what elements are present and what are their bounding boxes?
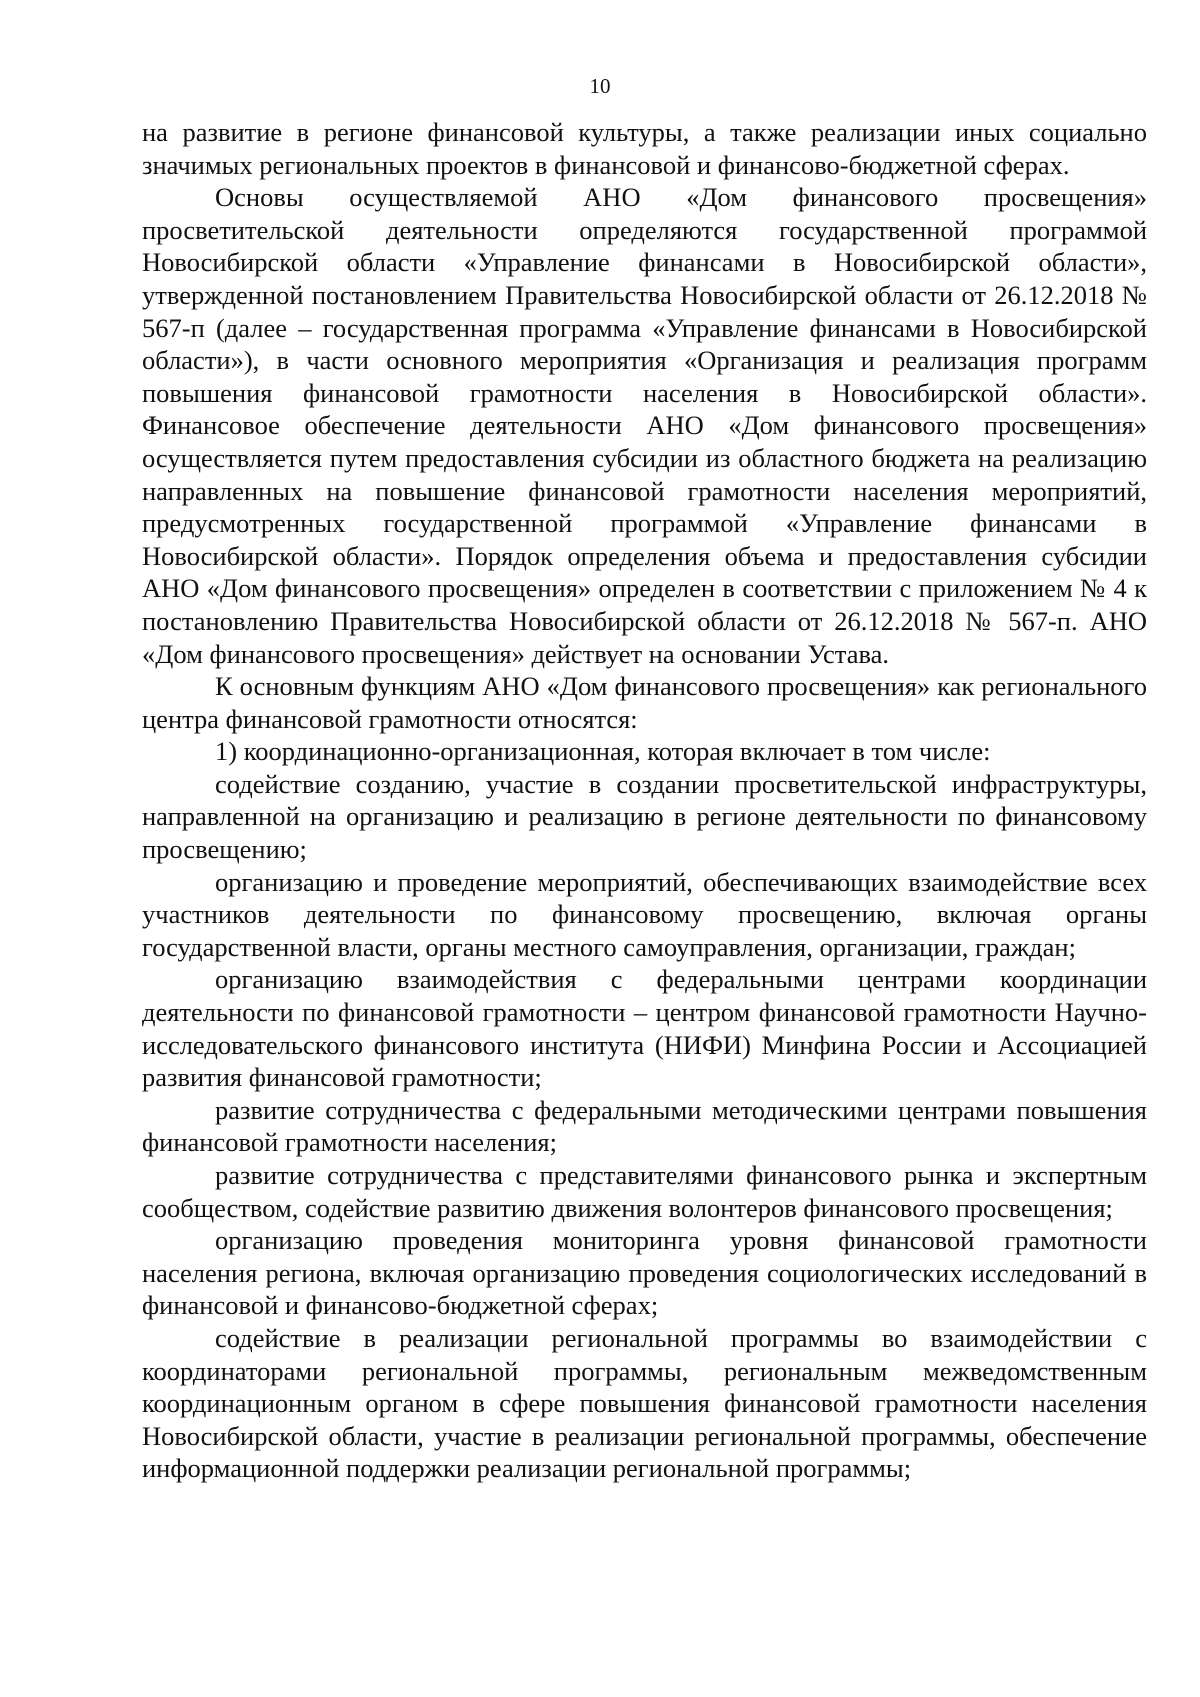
- list-item: развитие сотрудничества с федеральными методическими центрами повышения финансовой грамотности населения;: [142, 1094, 1147, 1158]
- list-item: организацию и проведение мероприятий, обеспечивающих взаимодействие всех участников деятельности по финансовому просвещению, включая органы государственной власти, органы местного самоуправления, организации, граждан;: [142, 866, 1147, 962]
- list-item: развитие сотрудничества с представителями финансового рынка и экспертным сообществом, содействие развитию движения волонтеров финансового просвещения;: [142, 1160, 1147, 1223]
- paragraph: Основы осуществляемой АНО «Дом финансового просвещения» просветительской деятельности определяются государственной программой Новосибирской области «Управление финансами в Новосибирской области», утвержденной постановлением Правительства Новосибирской области от 26.12.2018 № 567-п (далее – государственная программа «Управление финансами в Новосибирской области»), в части основного мероприятия «Организация и реализация программ повышения финансовой грамотности населения в Новосибирской области». Финансовое обеспечение деятельности АНО «Дом финансового просвещения» осуществляется путем предоставления субсидии из областного бюджета на реализацию направленных на повышение финансовой грамотности населения мероприятий, предусмотренных государственной программой «Управление финансами в Новосибирской области». Порядок определения объема и предоставления субсидии АНО «Дом финансового просвещения» определен в соответствии с приложением № 4 к постановлению Правительства Новосибирской области от 26.12.2018 № 567-п. АНО «Дом финансового просвещения» действует на основании Устава.: [142, 182, 1147, 669]
- list-item: содействие созданию, участие в создании просветительской инфраструктуры, направленной на организацию и реализацию в регионе деятельности по финансовому просвещению;: [142, 768, 1147, 865]
- list-item-heading: 1) координационно-организационная, которая включает в том числе:: [215, 736, 991, 767]
- paragraph: К основным функциям АНО «Дом финансового просвещения» как регионального центра финансовой грамотности относятся:: [142, 671, 1147, 734]
- page-number: 10: [589, 74, 611, 98]
- list-item: организацию проведения мониторинга уровня финансовой грамотности населения региона, включая организацию проведения социологических исследований в финансовой и финансово-бюджетной сферах;: [142, 1225, 1147, 1321]
- list-item: организацию взаимодействия с федеральными центрами координации деятельности по финансовой грамотности – центром финансовой грамотности Научно-исследовательского финансового института (НИФИ) Минфина России и Ассоциацией развития финансовой грамотности;: [142, 964, 1147, 1093]
- document-body: [142, 116, 1147, 1485]
- paragraph: на развитие в регионе финансовой культуры, а также реализации иных социально значимых региональных проектов в финансовой и финансово-бюджетной сферах.: [142, 117, 1147, 180]
- list-item: содействие в реализации региональной программы во взаимодействии с координаторами региональной программы, региональным межведомственным координационным органом в сфере повышения финансовой грамотности населения Новосибирской области, участие в реализации региональной программы, обеспечение информационной поддержки реализации региональной программы;: [142, 1322, 1147, 1484]
